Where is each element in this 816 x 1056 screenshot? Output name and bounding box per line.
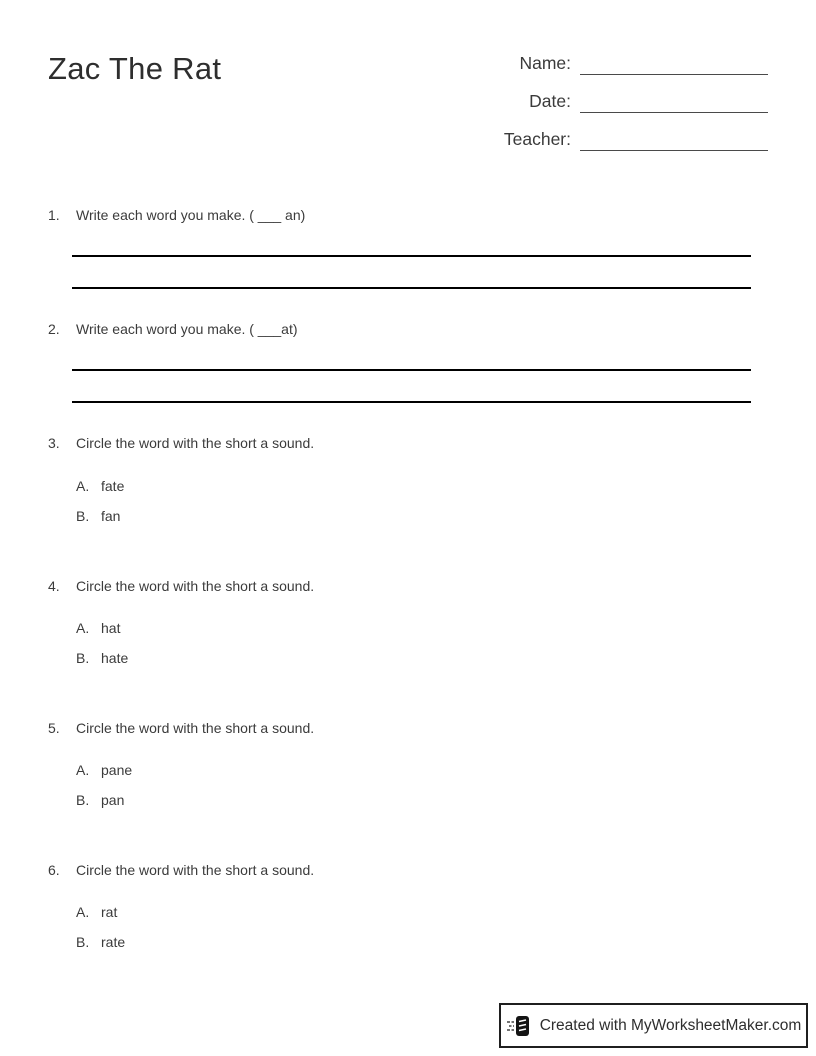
question-number: 2. <box>48 321 60 338</box>
question-6-head <box>48 861 768 879</box>
question-text: Write each word you make. ( ___at) <box>76 321 298 338</box>
footer-credit-text: Created with MyWorksheetMaker.com <box>539 1016 802 1034</box>
option-word: rat <box>101 904 118 921</box>
question-4 <box>48 577 768 679</box>
option-letter: B. <box>76 507 90 524</box>
option-a[interactable] <box>76 619 768 637</box>
question-list <box>0 206 816 963</box>
student-fields <box>504 42 768 156</box>
option-word: fate <box>101 477 125 494</box>
question-number: 3. <box>48 435 60 452</box>
date-field-row <box>504 80 768 113</box>
question-2 <box>48 320 768 403</box>
name-label: Name: <box>519 52 571 73</box>
option-a[interactable] <box>76 477 768 495</box>
option-word: hate <box>101 649 129 666</box>
option-word: pane <box>101 761 133 778</box>
question-4-options <box>76 619 768 679</box>
option-letter: B. <box>76 934 90 951</box>
question-6 <box>48 861 768 963</box>
option-letter: B. <box>76 649 90 666</box>
question-3 <box>48 434 768 536</box>
name-input-line[interactable] <box>580 49 768 75</box>
question-1 <box>48 206 768 289</box>
option-b[interactable] <box>76 507 768 525</box>
option-word: pan <box>101 791 125 808</box>
option-letter: B. <box>76 791 90 808</box>
question-number: 6. <box>48 861 60 878</box>
option-word: rate <box>101 934 126 951</box>
name-field-row <box>504 42 768 75</box>
option-letter: A. <box>76 477 90 494</box>
footer-credit <box>499 1003 808 1048</box>
answer-write-line[interactable] <box>72 287 751 289</box>
option-word: hat <box>101 619 121 636</box>
option-b[interactable] <box>76 649 768 667</box>
option-a[interactable] <box>76 761 768 779</box>
teacher-label: Teacher: <box>503 128 571 149</box>
question-3-head <box>48 434 768 452</box>
answer-write-line[interactable] <box>72 401 751 403</box>
question-2-head <box>48 320 768 338</box>
teacher-field-row <box>504 118 768 151</box>
question-text: Circle the word with the short a sound. <box>76 861 315 878</box>
worksheet-header <box>0 0 816 156</box>
question-5 <box>48 719 768 821</box>
option-letter: A. <box>76 619 90 636</box>
page-title: Zac The Rat <box>48 51 222 86</box>
question-3-options <box>76 477 768 537</box>
question-text: Circle the word with the short a sound. <box>76 435 315 452</box>
teacher-input-line[interactable] <box>580 125 768 151</box>
question-text: Circle the word with the short a sound. <box>76 577 315 594</box>
answer-write-line[interactable] <box>72 255 751 257</box>
question-6-options <box>76 903 768 963</box>
question-text: Write each word you make. ( ___ an) <box>76 207 306 223</box>
option-b[interactable] <box>76 791 768 809</box>
question-5-head <box>48 719 768 737</box>
option-word: fan <box>101 507 121 524</box>
question-number: 1. <box>48 207 60 223</box>
question-number: 4. <box>48 577 60 594</box>
question-number: 5. <box>48 719 60 736</box>
question-4-head <box>48 577 768 595</box>
question-text: Circle the word with the short a sound. <box>76 719 315 736</box>
question-1-head <box>48 206 768 224</box>
option-a[interactable] <box>76 903 768 921</box>
worksheetmaker-logo-icon <box>506 1013 532 1039</box>
date-input-line[interactable] <box>580 87 768 113</box>
date-label: Date: <box>529 90 571 111</box>
question-5-options <box>76 761 768 821</box>
option-letter: A. <box>76 761 90 778</box>
answer-write-line[interactable] <box>72 369 751 371</box>
option-letter: A. <box>76 904 90 921</box>
option-b[interactable] <box>76 933 768 951</box>
